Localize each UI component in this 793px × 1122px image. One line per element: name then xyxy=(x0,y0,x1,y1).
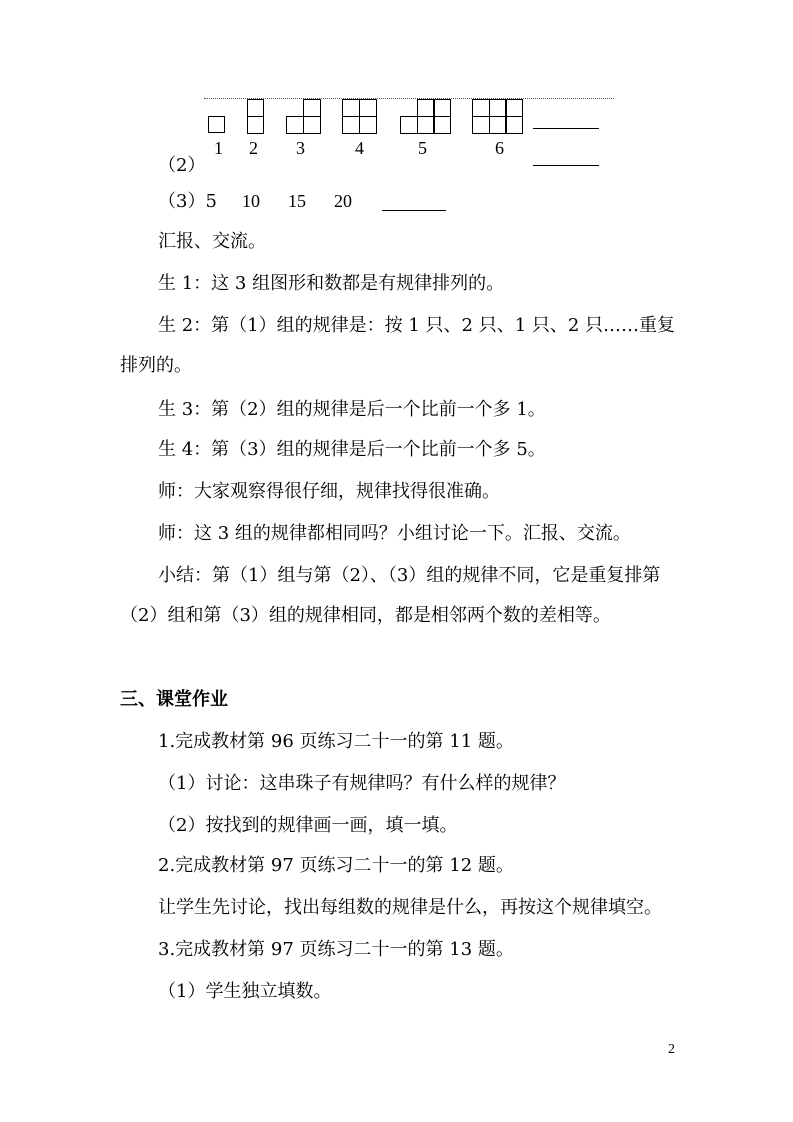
pattern-6-square xyxy=(505,99,523,117)
row-3-value: 20 xyxy=(334,191,352,211)
pattern-label: 4 xyxy=(355,138,364,158)
pattern-1-square xyxy=(208,116,225,133)
text-line: 排列的。 xyxy=(120,355,192,376)
pattern-6-square xyxy=(489,116,507,134)
text-line: （2）组和第（3）组的规律相同，都是相邻两个数的差相等。 xyxy=(120,605,611,626)
pattern-5-square xyxy=(417,99,435,117)
text-line: 小结：第（1）组与第（2）、（3）组的规律不同，它是重复排第 xyxy=(158,565,661,586)
pattern-5-square xyxy=(417,116,435,134)
text-line: 生 1：这 3 组图形和数都是有规律排列的。 xyxy=(158,273,505,294)
pattern-2-square-top xyxy=(247,99,264,117)
answer-blank-figure[interactable] xyxy=(533,128,599,129)
row-2-label: （2） xyxy=(158,155,206,176)
text-line: 生 3：第（2）组的规律是后一个比前一个多 1。 xyxy=(158,399,546,420)
pattern-4-square xyxy=(342,116,360,134)
list-item: 2.完成教材第 97 页练习二十一的第 12 题。 xyxy=(158,855,514,876)
list-item: 让学生先讨论，找出每组数的规律是什么，再按这个规律填空。 xyxy=(158,897,662,918)
pattern-4-square xyxy=(359,116,377,134)
pattern-4-square xyxy=(359,99,377,117)
answer-blank-row-3[interactable] xyxy=(382,210,446,211)
answer-blank-row-2[interactable] xyxy=(533,165,599,166)
pattern-5-square xyxy=(400,116,418,134)
list-item: （1）学生独立填数。 xyxy=(158,981,332,1002)
pattern-4-square xyxy=(342,99,360,117)
list-item: （1）讨论：这串珠子有规律吗？有什么样的规律？ xyxy=(158,773,566,794)
page-number: 2 xyxy=(668,1042,675,1057)
pattern-5-square xyxy=(433,116,451,134)
text-line: 生 4：第（3）组的规律是后一个比前一个多 5。 xyxy=(158,439,546,460)
text-line: 汇报、交流。 xyxy=(158,231,266,252)
row-3-value: 15 xyxy=(288,191,306,211)
pattern-6-square xyxy=(472,99,490,117)
pattern-label: 2 xyxy=(249,138,258,158)
pattern-label: 5 xyxy=(418,138,427,158)
dotted-guide-line xyxy=(204,98,614,99)
section-heading: 三、课堂作业 xyxy=(120,689,228,710)
pattern-3-square xyxy=(286,116,304,134)
pattern-label: 1 xyxy=(214,138,223,158)
row-3-label: （3）5 xyxy=(158,191,217,212)
list-item: （2）按找到的规律画一画，填一填。 xyxy=(158,815,458,836)
pattern-3-square xyxy=(303,99,321,117)
text-line: 师：大家观察得很仔细，规律找得很准确。 xyxy=(158,481,500,502)
pattern-5-square xyxy=(433,99,451,117)
list-item: 3.完成教材第 97 页练习二十一的第 13 题。 xyxy=(158,939,514,960)
text-line: 师：这 3 组的规律都相同吗？小组讨论一下。汇报、交流。 xyxy=(158,523,631,544)
row-3-value: 10 xyxy=(242,191,260,211)
pattern-3-square xyxy=(303,116,321,134)
pattern-2-square-bottom xyxy=(247,116,264,134)
pattern-6-square xyxy=(505,116,523,134)
pattern-6-square xyxy=(489,99,507,117)
pattern-6-square xyxy=(472,116,490,134)
pattern-label: 6 xyxy=(495,138,504,158)
text-line: 生 2：第（1）组的规律是：按 1 只、2 只、1 只、2 只……重复 xyxy=(158,315,676,336)
list-item: 1.完成教材第 96 页练习二十一的第 11 题。 xyxy=(158,731,514,752)
pattern-label: 3 xyxy=(296,138,305,158)
